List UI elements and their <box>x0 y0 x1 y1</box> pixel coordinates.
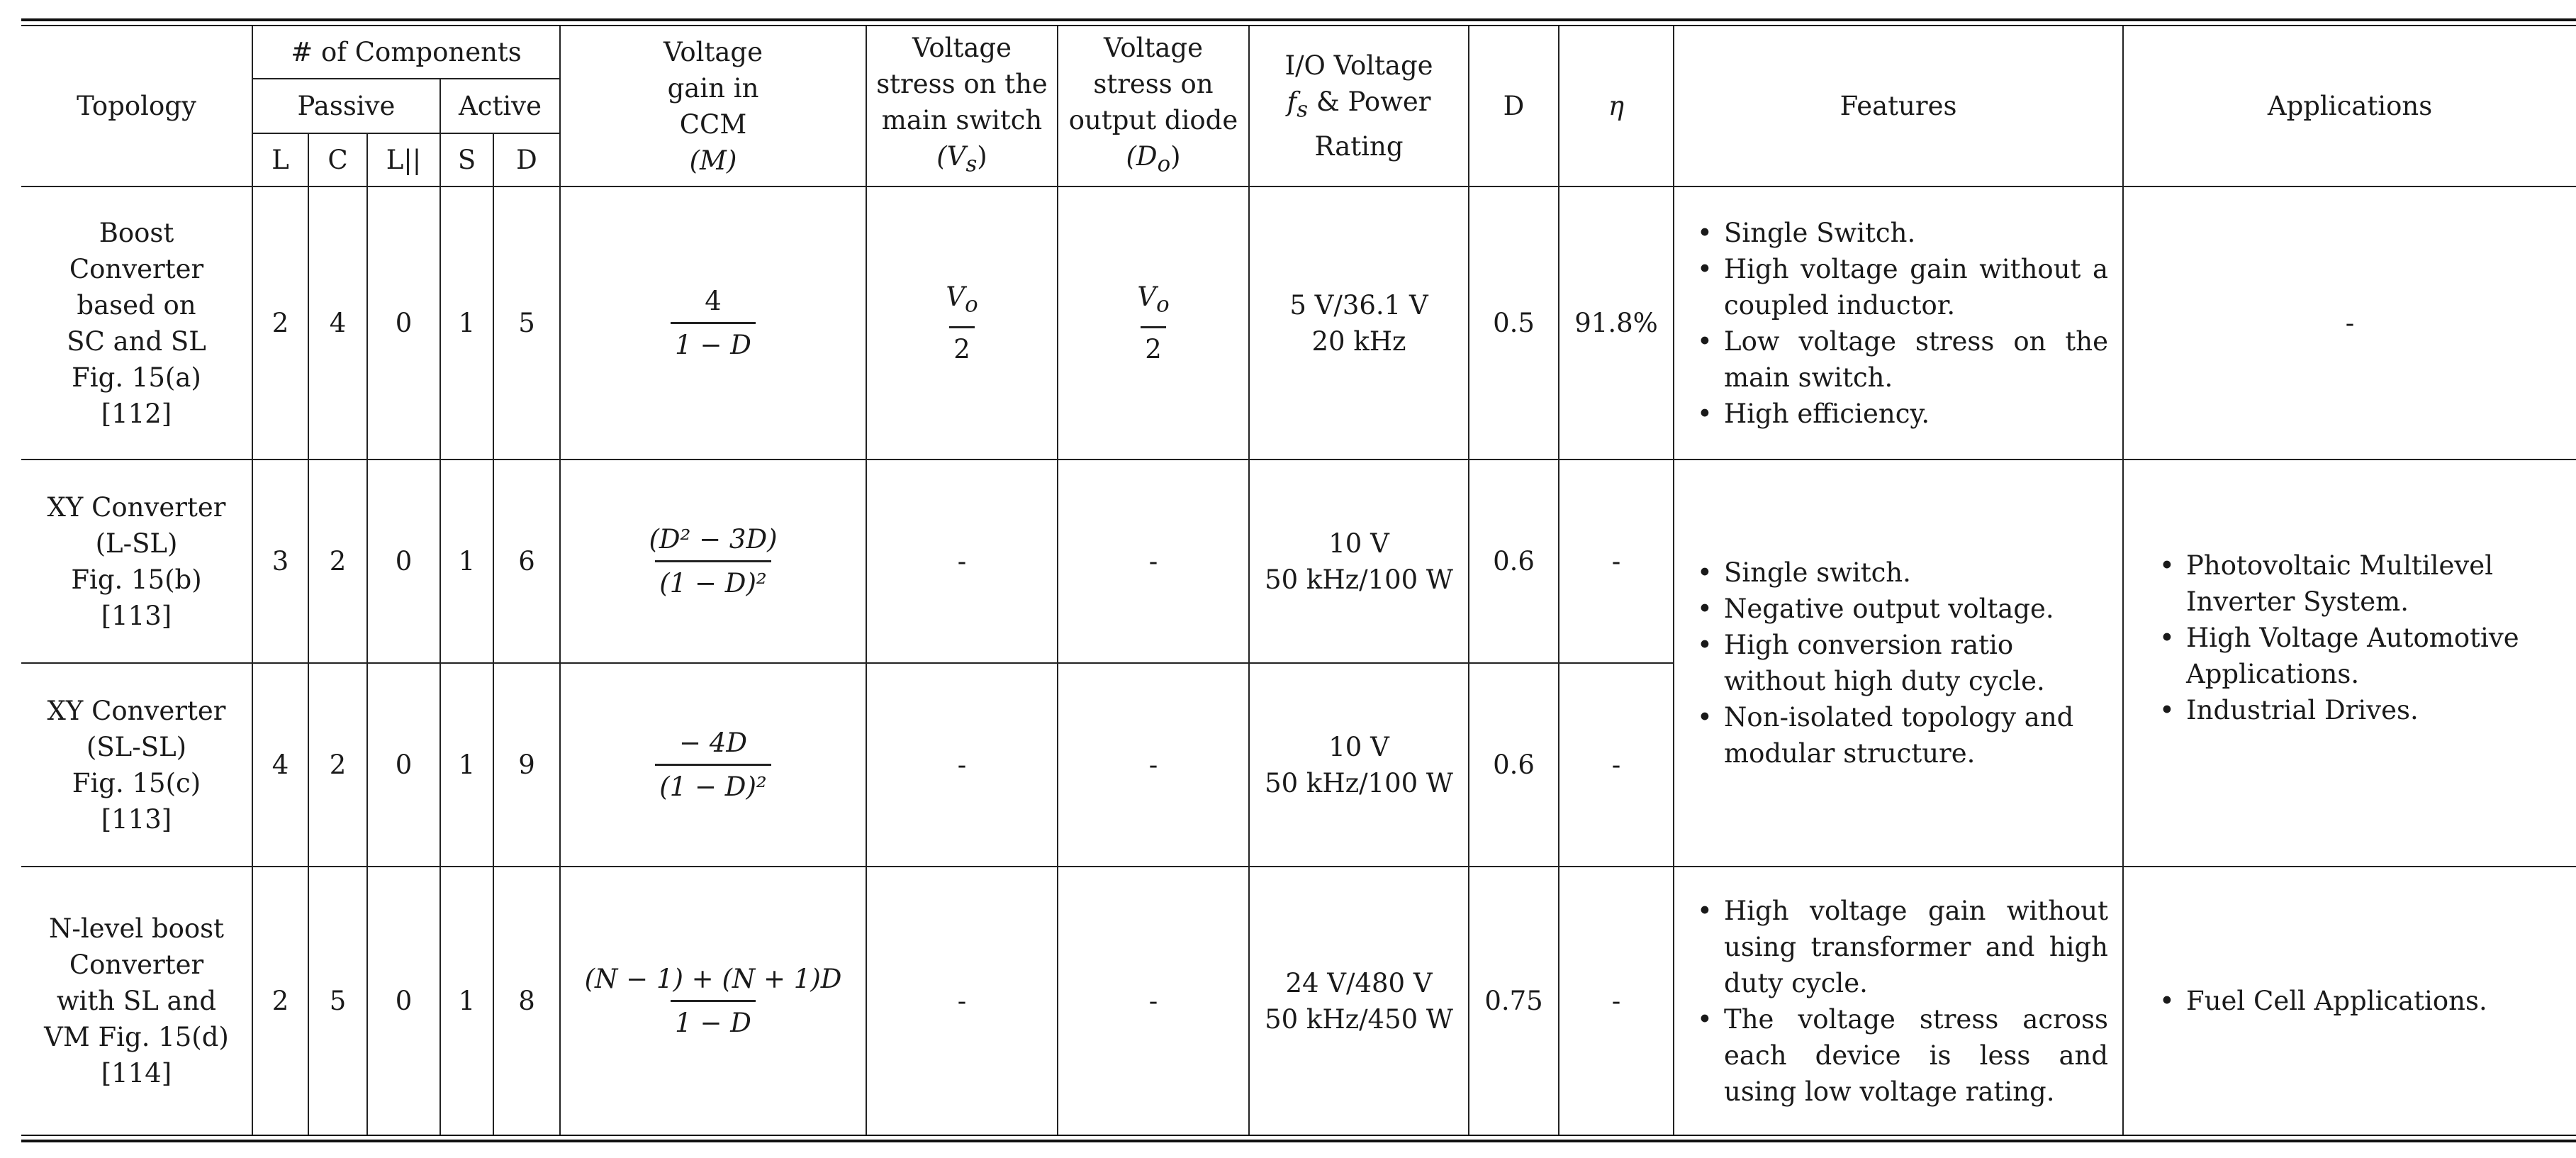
header-switch-stress-l2: stress on the <box>876 68 1048 99</box>
efficiency-cell: 91.8% <box>1559 186 1674 460</box>
header-voltage-gain-sym: (M) <box>689 145 737 176</box>
table-row <box>21 460 2576 663</box>
header-switch-stress-sym: $(V_s)$ <box>936 140 987 177</box>
header-diode-stress-l2: stress on <box>1093 68 1214 99</box>
header-components: # of Components <box>252 26 560 79</box>
topology-line: XY Converter <box>47 491 226 523</box>
switch-stress-cell: - <box>866 663 1058 867</box>
gain-numerator: (D² − 3D) <box>649 524 778 555</box>
topology-cell <box>21 460 252 663</box>
diode-stress-fraction <box>1133 279 1173 367</box>
feature-item: • Low voltage stress on the main switch. <box>1694 323 2108 396</box>
header-Dcount: D <box>493 133 560 186</box>
duty-cell: 0.5 <box>1469 186 1559 460</box>
io-cell <box>1249 867 1469 1135</box>
topology-line: [113] <box>101 600 172 631</box>
topology-line: [112] <box>101 398 172 429</box>
gain-fraction <box>655 725 771 805</box>
applications-cell-shared <box>2123 460 2576 867</box>
header-switch-stress-l3: main switch <box>881 104 1043 135</box>
header-diode-stress-sym: $(D_o)$ <box>1126 140 1181 177</box>
gain-cell <box>560 867 866 1135</box>
switch-stress-numerator: $V_o$ <box>946 282 978 318</box>
header-features: Features <box>1674 26 2123 186</box>
io-cell <box>1249 460 1469 663</box>
header-active: Active <box>440 79 560 133</box>
topology-cell <box>21 186 252 460</box>
diode-stress-cell <box>1058 186 1249 460</box>
topology-line: with SL and <box>56 986 217 1016</box>
header-duty: D <box>1469 26 1559 186</box>
features-list <box>1679 215 2118 432</box>
header-topology: Topology <box>21 26 252 186</box>
header-voltage-gain <box>560 26 866 186</box>
gain-denominator: (1 − D)² <box>655 560 771 601</box>
switch-stress-denominator: 2 <box>949 326 975 367</box>
comparison-table <box>21 26 2576 1135</box>
header-Lpar: L|| <box>367 133 440 186</box>
header-io-voltage <box>1249 26 1469 186</box>
features-list <box>1679 893 2118 1110</box>
gain-numerator: 4 <box>705 286 722 316</box>
feature-item: • High conversion ratio without high duty cycle. <box>1694 627 2108 699</box>
topology-line: Boost <box>99 217 174 248</box>
header-voltage-gain-l1: Voltage <box>663 36 763 67</box>
topology-line: SC and SL <box>67 325 206 357</box>
duty-cell: 0.75 <box>1469 867 1559 1135</box>
feature-item: • Negative output voltage. <box>1694 591 2108 627</box>
switch-stress-fraction <box>941 279 982 367</box>
count-L: 3 <box>252 460 308 663</box>
topology-line: Converter <box>69 253 204 284</box>
gain-denominator: 1 − D <box>671 322 756 363</box>
topology-line: [114] <box>101 1058 172 1089</box>
io-line: 20 kHz <box>1311 325 1406 357</box>
features-cell <box>1674 186 2123 460</box>
count-D: 8 <box>493 867 560 1135</box>
io-line: 24 V/480 V <box>1285 967 1433 998</box>
io-line: 5 V/36.1 V <box>1289 289 1428 321</box>
topology-line: Fig. 15(b) <box>71 564 202 595</box>
diode-stress-denominator: 2 <box>1141 326 1166 367</box>
feature-item: • Single switch. <box>1694 555 2108 591</box>
count-S: 1 <box>440 867 493 1135</box>
efficiency-cell: - <box>1559 867 1674 1135</box>
io-line: 10 V <box>1328 731 1389 762</box>
header-diode-stress-l3: output diode <box>1068 104 1238 135</box>
header-switch-stress-l1: Voltage <box>912 32 1012 63</box>
header-passive: Passive <box>252 79 440 133</box>
count-D: 9 <box>493 663 560 867</box>
header-diode-stress-l1: Voltage <box>1104 32 1203 63</box>
features-cell-shared <box>1674 460 2123 867</box>
applications-list <box>2128 547 2572 728</box>
topology-line: based on <box>77 289 196 321</box>
header-io-l3: Rating <box>1314 130 1404 162</box>
count-Lpar: 0 <box>367 867 440 1135</box>
count-S: 1 <box>440 663 493 867</box>
feature-item: • Single Switch. <box>1694 215 2108 251</box>
diode-stress-cell: - <box>1058 460 1249 663</box>
io-cell <box>1249 186 1469 460</box>
topology-line: N-level boost <box>48 913 225 944</box>
application-item: • High Voltage Automotive Applications. <box>2156 620 2562 692</box>
features-cell <box>1674 867 2123 1135</box>
count-C: 5 <box>308 867 367 1135</box>
topology-line: Converter <box>69 950 204 980</box>
gain-denominator: (1 − D)² <box>655 764 771 805</box>
gain-numerator: (N − 1) + (N + 1)D <box>584 964 842 994</box>
io-line: 10 V <box>1328 528 1389 559</box>
applications-list <box>2128 983 2572 1019</box>
gain-cell <box>560 186 866 460</box>
diode-stress-numerator: $V_o$ <box>1137 282 1170 318</box>
diode-stress-cell: - <box>1058 867 1249 1135</box>
topology-line: VM Fig. 15(d) <box>44 1022 229 1052</box>
count-L: 2 <box>252 186 308 460</box>
topology-line: [113] <box>101 803 172 835</box>
feature-item: • High efficiency. <box>1694 396 2108 432</box>
efficiency-cell: - <box>1559 663 1674 867</box>
header-io-l2: $f_s$ & Power <box>1287 87 1431 123</box>
feature-item: • Non-isolated topology and modular structure. <box>1694 699 2108 772</box>
count-D: 6 <box>493 460 560 663</box>
topology-cell <box>21 867 252 1135</box>
switch-stress-cell: - <box>866 867 1058 1135</box>
table-container <box>21 18 2576 1142</box>
feature-item: • High voltage gain without a coupled inductor. <box>1694 251 2108 323</box>
header-diode-stress <box>1058 26 1249 186</box>
header-L: L <box>252 133 308 186</box>
application-item: • Industrial Drives. <box>2156 692 2562 728</box>
count-L: 2 <box>252 867 308 1135</box>
gain-fraction <box>644 521 781 601</box>
applications-cell: - <box>2123 186 2576 460</box>
switch-stress-cell: - <box>866 460 1058 663</box>
feature-item: • High voltage gain without using transformer and high duty cycle. <box>1694 893 2108 1001</box>
gain-fraction <box>671 283 756 363</box>
feature-item: • The voltage stress across each device is less and using low voltage rating. <box>1694 1001 2108 1110</box>
header-efficiency: η <box>1559 26 1674 186</box>
application-item: • Photovoltaic Multilevel Inverter System. <box>2156 547 2562 620</box>
applications-cell <box>2123 867 2576 1135</box>
count-Lpar: 0 <box>367 186 440 460</box>
gain-denominator: 1 − D <box>671 1000 756 1041</box>
header-C: C <box>308 133 367 186</box>
bottom-rule <box>21 1140 2576 1142</box>
header-io-l1: I/O Voltage <box>1284 50 1433 82</box>
count-L: 4 <box>252 663 308 867</box>
diode-stress-cell: - <box>1058 663 1249 867</box>
gain-cell <box>560 663 866 867</box>
header-switch-stress <box>866 26 1058 186</box>
table-row <box>21 867 2576 1135</box>
count-S: 1 <box>440 186 493 460</box>
count-Lpar: 0 <box>367 460 440 663</box>
topology-line: (SL-SL) <box>86 731 187 762</box>
table-row <box>21 186 2576 460</box>
io-line: 50 kHz/450 W <box>1265 1003 1453 1035</box>
gain-cell <box>560 460 866 663</box>
gain-fraction <box>581 961 846 1041</box>
gain-numerator: − 4D <box>679 728 747 758</box>
count-D: 5 <box>493 186 560 460</box>
duty-cell: 0.6 <box>1469 663 1559 867</box>
count-Lpar: 0 <box>367 663 440 867</box>
count-C: 2 <box>308 663 367 867</box>
switch-stress-cell <box>866 186 1058 460</box>
efficiency-cell: - <box>1559 460 1674 663</box>
topology-cell <box>21 663 252 867</box>
header-voltage-gain-l2: gain in <box>667 72 759 104</box>
header-applications: Applications <box>2123 26 2576 186</box>
features-list <box>1679 555 2118 772</box>
duty-cell: 0.6 <box>1469 460 1559 663</box>
count-C: 4 <box>308 186 367 460</box>
topology-line: Fig. 15(a) <box>72 362 201 393</box>
count-C: 2 <box>308 460 367 663</box>
io-line: 50 kHz/100 W <box>1265 767 1453 798</box>
count-S: 1 <box>440 460 493 663</box>
application-item: • Fuel Cell Applications. <box>2156 983 2562 1019</box>
io-line: 50 kHz/100 W <box>1265 564 1453 595</box>
header-S: S <box>440 133 493 186</box>
io-cell <box>1249 663 1469 867</box>
header-voltage-gain-l3: CCM <box>679 108 747 140</box>
topology-line: (L-SL) <box>95 528 178 559</box>
topology-line: Fig. 15(c) <box>72 767 201 798</box>
topology-line: XY Converter <box>47 695 226 726</box>
